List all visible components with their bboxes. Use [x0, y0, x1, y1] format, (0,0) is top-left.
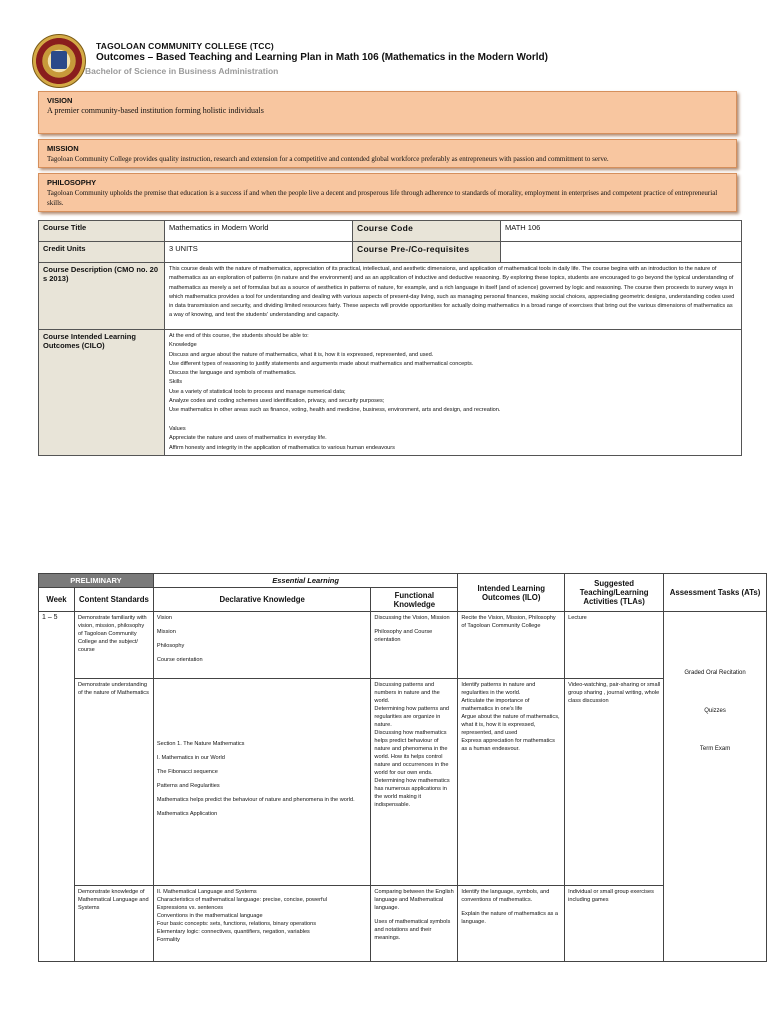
content-standards-header: Content Standards — [74, 588, 153, 612]
cilo-line: Discuss the language and symbols of mathematics. — [169, 370, 297, 377]
functional-cell — [371, 679, 458, 886]
functional-header: Functional Knowledge — [371, 588, 458, 612]
assessment-cell — [664, 612, 767, 962]
table-row — [39, 612, 767, 679]
list-item: Articulate the importance of mathematics in one's life — [461, 698, 530, 712]
list-item: II. Mathematical Language and Systems — [156, 889, 257, 895]
list-item: Recite the Vision, Mission, Philosophy of Tagoloan Community College — [461, 615, 556, 629]
cilo-line: Use different types of reasoning to justify statements and arguments made about mathematics and mathematical concepts. — [169, 360, 474, 367]
list-item: Comparing between the English language and Mathematical language. — [374, 889, 454, 911]
list-item: Lecture — [568, 615, 587, 621]
course-title-value: Mathematics in Modern World — [165, 221, 353, 242]
week-header: Week — [39, 588, 75, 612]
program-name: Bachelor of Science in Business Administration — [85, 66, 279, 76]
assessment-item: Term Exam — [699, 745, 731, 752]
vision-box — [38, 91, 737, 134]
course-description-text: This course deals with the nature of mathematics, appreciation of its practical, intellectual, and aesthetic dimensions, and application of mathematical tools in daily life. The course begins with an introduction to the nature of mathematics as an exploration of patterns (in nature and the environment) and as an application of inductive and deductive reasoning. By exploring these topics, students are encouraged to go beyond the typical understanding of mathematics as merely a set of formulas but as a source of aesthetics in patterns of nature, for example, and a rich language in itself (and of science) governed by logic and reasoning. The course then proceeds to survey ways in which mathematics provides a tool for understanding and dealing with various aspects of present-day living, such as managing personal finances, making social choices, appreciating geometric designs, understanding codes used in data transmission and security, and dividing limited resources fairly. These aspects will provide opportunities for actually doing mathematics in a broad range of exercises that bring out the various dimensions of mathematics as a way of knowing, and test the students' understanding and capacity. — [165, 263, 742, 330]
course-description-label: Course Description (CMO no. 20 s 2013) — [39, 263, 165, 330]
course-title-label: Course Title — [39, 221, 165, 242]
list-item: Philosophy — [156, 643, 185, 649]
list-item: Express appreciation for mathematics as a human endeavour. — [461, 738, 555, 752]
college-seal-icon — [32, 34, 86, 88]
course-code-value: MATH 106 — [501, 221, 742, 242]
declarative-cell — [153, 886, 371, 962]
vision-text: A premier community-based institution forming holistic individuals — [47, 106, 264, 115]
ilo-cell — [458, 612, 565, 679]
list-item: Discussing how mathematics helps predict behaviour of nature and phenomena in the world. How its helps control nature and occurrences in the world for our own ends. — [374, 730, 449, 776]
list-item: Argue about the nature of mathematics, what it is, how it is expressed, represented, and used — [461, 714, 560, 736]
prereq-value — [501, 242, 742, 263]
content-standard: Demonstrate knowledge of Mathematical Language and Systems — [74, 886, 153, 962]
list-item: Section 1. The Nature Mathematics — [156, 741, 245, 747]
cilo-line: Knowledge — [169, 342, 197, 349]
ilo-header: Intended Learning Outcomes (ILO) — [458, 574, 565, 612]
course-info-table — [38, 220, 742, 456]
college-name: TAGOLOAN COMMUNITY COLLEGE (TCC) — [96, 41, 274, 51]
content-standard: Demonstrate understanding of the nature of Mathematics — [74, 679, 153, 886]
philosophy-text: Tagoloan Community upholds the premise that education is a success if and when the people live a decent and prosperous life through adherence to standards of morality, employment in enterprises and competent practice of entrepreneurial skills. — [47, 189, 718, 207]
mission-text: Tagoloan Community College provides quality instruction, research and extension for a competitive and contended global workforce preferably as entrepreneurs with passion and commitment to serve. — [47, 155, 609, 163]
cilo-line: Appreciate the nature and uses of mathematics in everyday life. — [169, 435, 327, 442]
list-item: Characteristics of mathematical language: precise, concise, powerful — [156, 897, 327, 903]
list-item: Discussing patterns and numbers in nature and the world. — [374, 682, 440, 704]
cilo-line: Discuss and argue about the nature of mathematics, what it is, how it is expressed, represented, and used. — [169, 351, 434, 358]
credit-units-label: Credit Units — [39, 242, 165, 263]
prereq-label: Course Pre-/Co-requisites — [353, 242, 501, 263]
assessment-item: Quizzes — [704, 707, 726, 714]
mission-label: MISSION — [47, 144, 79, 153]
cilo-label: Course Intended Learning Outcomes (CILO) — [39, 330, 165, 456]
term-label: PRELIMINARY — [39, 574, 154, 588]
cilo-line: Skills — [169, 379, 183, 386]
cilo-line: At the end of this course, the students should be able to: — [169, 333, 309, 339]
list-item: The Fibonacci sequence — [156, 769, 218, 775]
teaching-plan-table — [38, 573, 767, 962]
declarative-cell — [153, 612, 371, 679]
list-item: Four basic concepts: sets, functions, relations, binary operations — [156, 921, 317, 927]
philosophy-label: PHILOSOPHY — [47, 178, 97, 187]
list-item: Vision — [156, 615, 173, 621]
declarative-header: Declarative Knowledge — [153, 588, 371, 612]
plan-title: Outcomes – Based Teaching and Learning Plan in Math 106 (Mathematics in the Modern World) — [96, 52, 548, 63]
credit-units-value: 3 UNITS — [165, 242, 353, 263]
vision-label: VISION — [47, 96, 73, 105]
list-item: Philosophy and Course orientation — [374, 629, 433, 643]
table-row — [39, 886, 767, 962]
list-item: Video-watching, pair-sharing or small group sharing , journal writing, whole class discussion — [568, 682, 661, 704]
declarative-cell — [153, 679, 371, 886]
list-item: Course orientation — [156, 657, 203, 663]
list-item: Determining how patterns and regularities are organize in nature. — [374, 706, 450, 728]
tla-header: Suggested Teaching/Learning Activities (TLAs) — [565, 574, 664, 612]
list-item: Mission — [156, 629, 176, 635]
list-item: Elementary logic: connectives, quantifiers, negation, variables — [156, 929, 310, 935]
table-row — [39, 679, 767, 886]
week-cell: 1 – 5 — [39, 612, 75, 962]
cilo-line: Values — [169, 425, 186, 432]
cilo-list — [165, 330, 742, 456]
list-item: Mathematics helps predict the behaviour of nature and phenomena in the world. — [156, 797, 355, 803]
list-item: Determining how mathematics has numerous applications in the world making it indispensable. — [374, 778, 450, 808]
essential-learning-label: Essential Learning — [153, 574, 457, 588]
assessment-item: Graded Oral Recitation — [684, 669, 746, 676]
list-item: Mathematics Application — [156, 811, 218, 817]
cilo-line: Use a variety of statistical tools to process and manage numerical data; — [169, 388, 346, 395]
list-item: I. Mathematics in our World — [156, 755, 225, 761]
list-item: Patterns and Regularities — [156, 783, 220, 789]
tla-cell — [565, 612, 664, 679]
ilo-cell — [458, 679, 565, 886]
functional-cell — [371, 886, 458, 962]
list-item: Expressions vs. sentences — [156, 905, 224, 911]
list-item: Identify the language, symbols, and conventions of mathematics. — [461, 889, 550, 903]
content-standard: Demonstrate familiarity with vision, mission, philosophy of Tagoloan Community College and the subject/ course — [74, 612, 153, 679]
document-header — [0, 0, 768, 90]
cilo-line: Affirm honesty and integrity in the application of mathematics to various human endeavours — [169, 444, 395, 451]
course-code-label: Course Code — [353, 221, 501, 242]
cilo-line: Analyze codes and coding schemes used identification, privacy, and security purposes; — [169, 398, 385, 405]
tla-cell — [565, 679, 664, 886]
cilo-line: Use mathematics in other areas such as finance, voting, health and medicine, business, environment, arts and design, and recreation. — [169, 407, 501, 414]
list-item: Uses of mathematical symbols and notations and their meanings. — [374, 919, 451, 941]
ilo-cell — [458, 886, 565, 962]
mission-box — [38, 139, 737, 168]
philosophy-box — [38, 173, 737, 212]
list-item: Individual or small group exercises including games — [568, 889, 654, 903]
cilo-line — [169, 416, 737, 425]
list-item: Discussing the Vision, Mission — [374, 615, 450, 621]
functional-cell — [371, 612, 458, 679]
at-header: Assessment Tasks (ATs) — [664, 574, 767, 612]
list-item: Formality — [156, 937, 180, 943]
list-item: Explain the nature of mathematics as a language. — [461, 911, 559, 925]
tla-cell — [565, 886, 664, 962]
list-item: Identify patterns in nature and regularities in the world. — [461, 682, 536, 696]
list-item: Conventions in the mathematical language — [156, 913, 263, 919]
